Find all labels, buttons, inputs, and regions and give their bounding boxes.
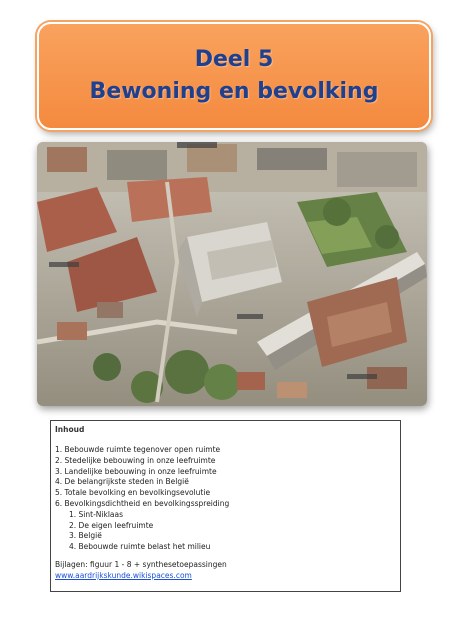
toc-subitem: 3. België [69,531,102,541]
toc-subitem: 2. De eigen leefruimte [69,520,154,530]
table-of-contents [50,420,401,592]
toc-item: 4. De belangrijkste steden in België [55,477,189,487]
title-line-1: Deel 5 [194,47,274,72]
toc-item: 2. Stedelijke bebouwing in onze leefruimte [55,455,216,465]
toc-subitem: 1. Sint-Niklaas [69,509,124,519]
aerial-photo-illustration [37,142,427,406]
website-link[interactable]: www.aardrijkskunde.wikispaces.com [55,570,192,580]
aerial-city-photo [37,142,427,406]
toc-item: 6. Bevolkingsdichtheid en bevolkingsspreiding [55,498,230,508]
toc-heading: Inhoud [55,425,85,434]
toc-item: 3. Landelijke bebouwing in onze leefruimte [55,466,217,476]
title-banner [37,22,431,130]
toc-subitem: 4. Bebouwde ruimte belast het milieu [69,542,211,552]
toc-item: 5. Totale bevolking en bevolkingsevolutie [55,488,211,498]
title-line-2: Bewoning en bevolking [89,79,379,104]
toc-attachments: Bijlagen: figuur 1 - 8 + synthesetoepassingen [55,559,227,569]
toc-item: 1. Bebouwde ruimte tegenover open ruimte [55,445,221,454]
toc-spacer [55,553,396,560]
